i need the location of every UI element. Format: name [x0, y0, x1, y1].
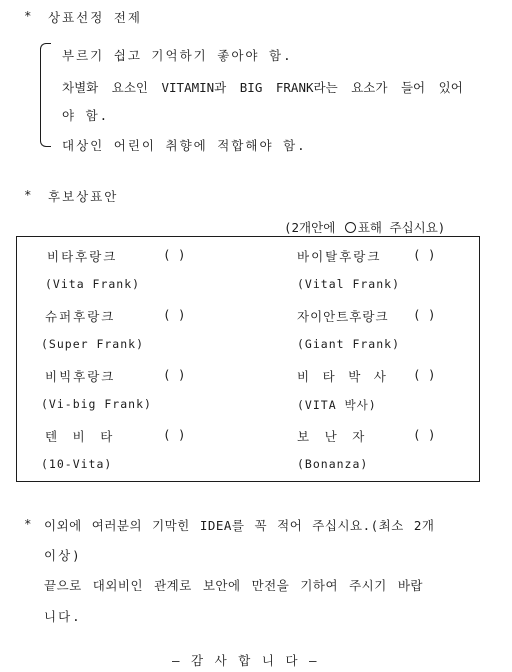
- circle-mark-icon: [345, 222, 356, 233]
- candidate-checkbox[interactable]: ( ): [413, 307, 436, 322]
- requirement-line-2b: 야 함.: [62, 108, 110, 123]
- candidate-name: 비빅후랑크: [45, 369, 116, 384]
- section1-bullet: *: [24, 8, 32, 23]
- candidate-english: (Vita Frank): [45, 277, 141, 291]
- candidate-checkbox[interactable]: ( ): [413, 247, 436, 262]
- candidate-checkbox[interactable]: ( ): [413, 427, 436, 442]
- requirements-bracket: [40, 43, 51, 147]
- security-line-2: 니다.: [44, 609, 82, 624]
- requirement-line-2a: 차별화 요소인 VITAMIN과 BIG FRANK라는 요소가 들어 있어: [62, 80, 463, 95]
- candidate-checkbox[interactable]: ( ): [163, 367, 186, 382]
- candidate-box: [16, 236, 480, 482]
- candidate-checkbox[interactable]: ( ): [163, 247, 186, 262]
- requirement-line-1: 부르기 쉽고 기억하기 좋아야 함.: [62, 48, 293, 63]
- section3-bullet: *: [24, 516, 32, 531]
- candidate-english: (Vital Frank): [297, 277, 401, 291]
- selection-note-after: 표해 주십시요): [357, 220, 446, 235]
- candidate-english: (Giant Frank): [297, 337, 401, 351]
- candidate-name: 슈퍼후랑크: [45, 309, 116, 324]
- candidate-english: (Bonanza): [297, 457, 369, 471]
- candidate-name: 텐 비 타: [45, 429, 117, 444]
- section1-title: 상표선정 전제: [48, 10, 142, 25]
- idea-request-line-2: 이상): [44, 548, 82, 563]
- candidate-name: 바이탈후랑크: [297, 249, 382, 264]
- candidate-checkbox[interactable]: ( ): [413, 367, 436, 382]
- candidate-checkbox[interactable]: ( ): [163, 307, 186, 322]
- candidate-checkbox[interactable]: ( ): [163, 427, 186, 442]
- security-line-1: 끝으로 대외비인 관계로 보안에 만전을 기하여 주시기 바랍: [44, 578, 423, 593]
- candidate-english: (Vi-big Frank): [41, 397, 152, 411]
- section2-title: 후보상표안: [48, 189, 119, 204]
- candidate-name: 비타후랑크: [47, 249, 118, 264]
- selection-note-before: (2개안에: [284, 220, 336, 235]
- closing-thanks: — 감 사 합 니 다 —: [172, 653, 319, 668]
- candidate-english: (10-Vita): [41, 457, 113, 471]
- section2-bullet: *: [24, 187, 32, 202]
- candidate-english: (VITA 박사): [297, 398, 377, 412]
- candidate-name: 보 난 자: [297, 429, 369, 444]
- requirement-line-3: 대상인 어린이 취향에 적합해야 함.: [62, 138, 307, 153]
- idea-request-line-1: 이외에 여러분의 기막힌 IDEA를 꼭 적어 주십시요.(최소 2개: [44, 518, 435, 533]
- candidate-name: 비 타 박 사: [297, 369, 389, 384]
- selection-note: [284, 218, 445, 236]
- candidate-name: 자이안트후랑크: [297, 309, 389, 324]
- candidate-english: (Super Frank): [41, 337, 145, 351]
